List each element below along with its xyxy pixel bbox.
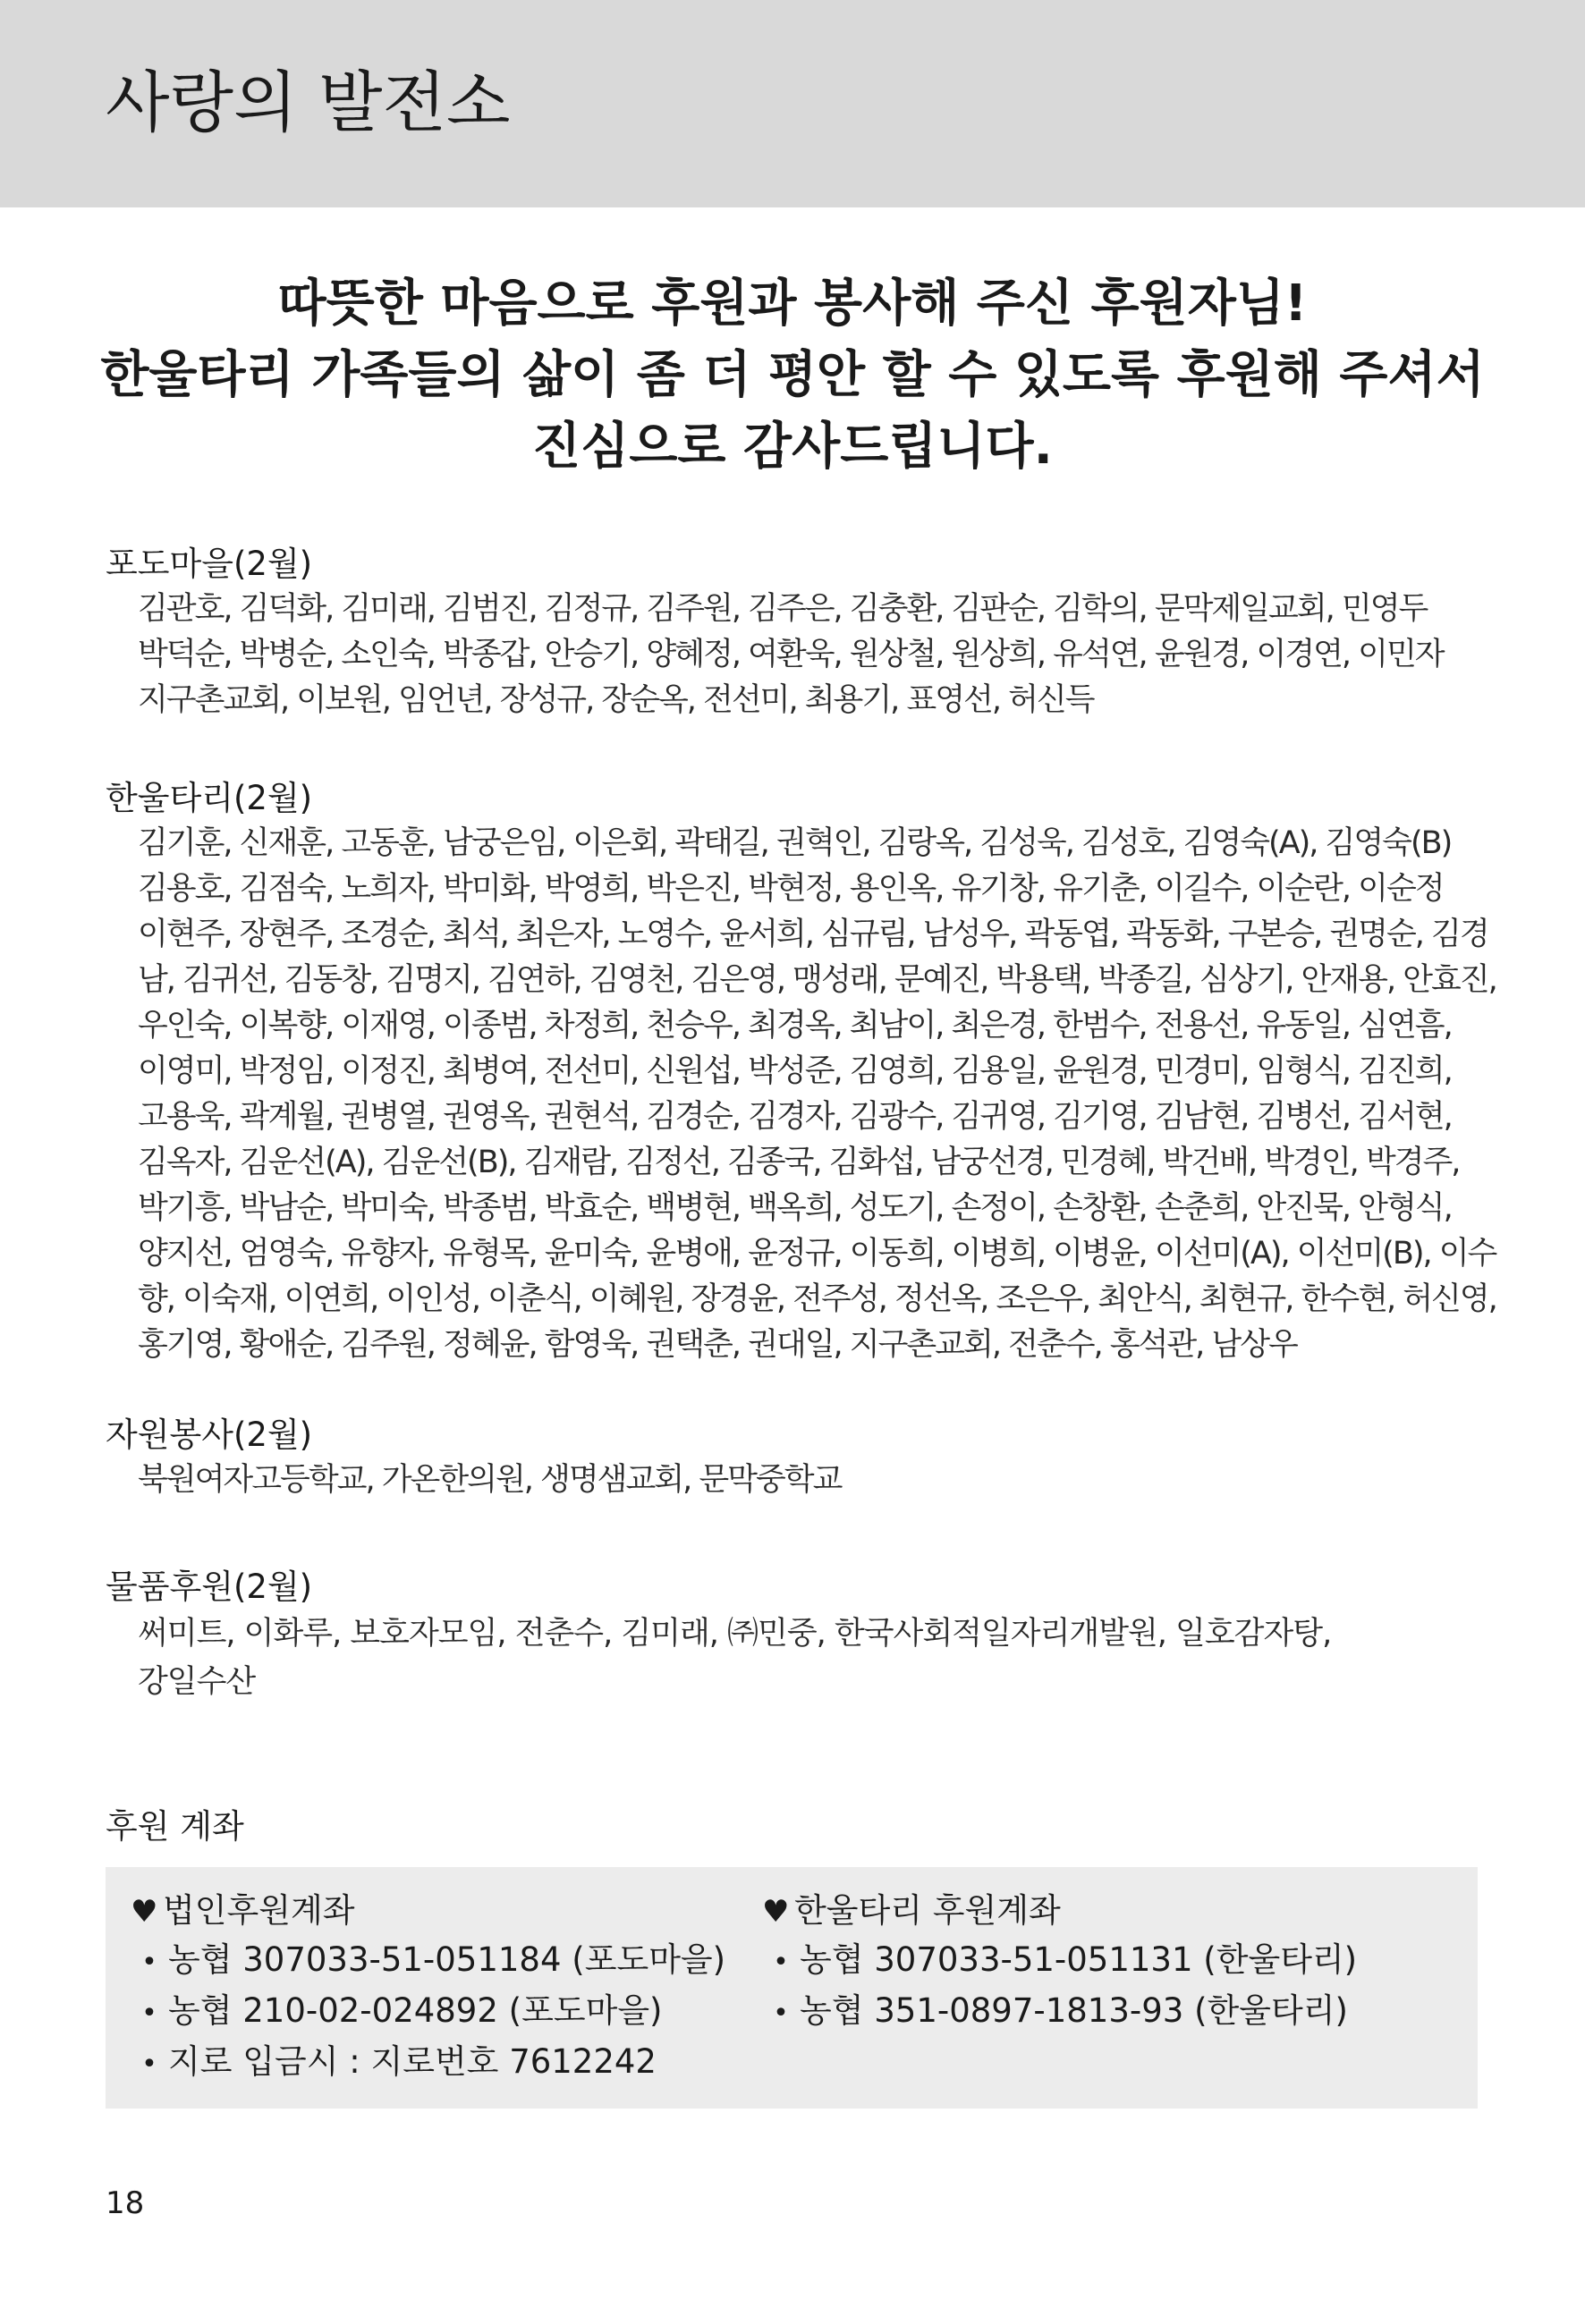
donor-line: 우인숙, 이복향, 이재영, 이종범, 차정희, 천승우, 최경옥, 최남이, 최은경, 한범수, 전용선, 유동일, 심연흠,	[138, 1008, 1452, 1044]
bullet-icon: •	[141, 1998, 157, 2029]
donor-list	[138, 587, 1483, 723]
bullet-icon: •	[141, 1947, 157, 1978]
hanultari-account-column	[762, 1887, 1357, 2038]
section-title: 물품후원(2월)	[106, 1568, 313, 1606]
section-hanultari	[106, 776, 1496, 1368]
account-number: 농협 351-0897-1813-93 (한울타리)	[800, 1991, 1348, 2030]
account-item	[131, 2038, 725, 2089]
goods-donor-list	[138, 1610, 1483, 1706]
section-account	[106, 1804, 1483, 1849]
account-item	[762, 1987, 1357, 2038]
volunteer-list	[138, 1458, 1483, 1503]
donor-line: 박덕순, 박병순, 소인숙, 박종갑, 안승기, 양혜정, 여환욱, 원상철, 원상희, 유석연, 윤원경, 이경연, 이민자	[138, 637, 1444, 672]
donor-line: 양지선, 엄영숙, 유향자, 유형목, 윤미숙, 윤병애, 윤정규, 이동희, 이병희, 이병윤, 이선미(A), 이선미(B), 이수	[138, 1236, 1496, 1272]
account-number: 농협 210-02-024892 (포도마을)	[168, 1991, 663, 2030]
donor-list	[138, 821, 1496, 1368]
bullet-icon: •	[773, 1998, 789, 2029]
headline-line: 한울타리 가족들의 삶이 좀 더 평안 할 수 있도록 후원해 주셔서	[100, 346, 1485, 404]
account-number: 농협 307033-51-051131 (한울타리)	[800, 1940, 1358, 1979]
account-item	[762, 1936, 1357, 1987]
section-volunteer	[106, 1413, 1483, 1503]
donor-line: 고용욱, 곽계월, 권병열, 권영옥, 권현석, 김경순, 김경자, 김광수, 김귀영, 김기영, 김남현, 김병선, 김서현,	[138, 1099, 1452, 1135]
section-title: 포도마을(2월)	[106, 545, 313, 583]
donor-line: 김관호, 김덕화, 김미래, 김범진, 김정규, 김주원, 김주은, 김충환, 김판순, 김학의, 문막제일교회, 민영두	[138, 591, 1428, 627]
headline-line: 진심으로 감사드립니다.	[532, 418, 1053, 476]
goods-donor-line: 강일수산	[138, 1664, 256, 1700]
bullet-icon: •	[773, 1947, 789, 1978]
donor-line: 지구촌교회, 이보원, 임언년, 장성규, 장순옥, 전선미, 최용기, 표영선, 허신득	[138, 682, 1094, 718]
header-band	[0, 0, 1585, 207]
account-heading	[762, 1887, 1357, 1936]
donor-line: 향, 이숙재, 이연희, 이인성, 이춘식, 이혜원, 장경윤, 전주성, 정선옥, 조은우, 최안식, 최현규, 한수현, 허신영,	[138, 1281, 1496, 1317]
heart-icon: ♥	[131, 1894, 158, 1930]
section-title: 자원봉사(2월)	[106, 1416, 313, 1454]
goods-donor-line: 써미트, 이화루, 보호자모임, 전춘수, 김미래, ㈜민중, 한국사회적일자리개발원, 일호감자탕,	[138, 1616, 1332, 1652]
account-heading-label: 법인후원계좌	[163, 1891, 355, 1930]
giro-number: 지로 입금시 : 지로번호 7612242	[168, 2042, 657, 2081]
headline-line: 따뜻한 마음으로 후원과 봉사해 주신 후원자님!	[277, 275, 1308, 333]
section-goods-donation	[106, 1565, 1483, 1706]
bullet-icon: •	[141, 2049, 157, 2080]
account-number: 농협 307033-51-051184 (포도마을)	[168, 1940, 726, 1979]
account-item	[131, 1936, 725, 1987]
account-heading-label: 한울타리 후원계좌	[794, 1891, 1061, 1930]
donor-line: 이현주, 장현주, 조경순, 최석, 최은자, 노영수, 윤서희, 심규림, 남성우, 곽동엽, 곽동화, 구본승, 권명순, 김경	[138, 917, 1488, 952]
page-number: 18	[106, 2185, 145, 2221]
donor-line: 박기흥, 박남순, 박미숙, 박종범, 박효순, 백병현, 백옥희, 성도기, 손정이, 손창환, 손춘희, 안진묵, 안형식,	[138, 1190, 1452, 1226]
volunteer-line: 북원여자고등학교, 가온한의원, 생명샘교회, 문막중학교	[138, 1462, 842, 1498]
account-info-box	[106, 1867, 1478, 2109]
heart-icon: ♥	[762, 1894, 790, 1930]
section-grapes-village	[106, 542, 1483, 723]
donor-line: 남, 김귀선, 김동창, 김명지, 김연하, 김영천, 김은영, 맹성래, 문예진, 박용택, 박종길, 심상기, 안재용, 안효진,	[138, 962, 1496, 998]
donor-line: 김기훈, 신재훈, 고동훈, 남궁은임, 이은회, 곽태길, 권혁인, 김랑옥, 김성욱, 김성호, 김영숙(A), 김영숙(B)	[138, 825, 1452, 861]
corporate-account-column	[131, 1887, 725, 2089]
donor-line: 김용호, 김점숙, 노희자, 박미화, 박영희, 박은진, 박현정, 용인옥, 유기창, 유기춘, 이길수, 이순란, 이순정	[138, 871, 1444, 907]
account-item	[131, 1987, 725, 2038]
section-title: 후원 계좌	[106, 1807, 244, 1846]
page-title: 사랑의 발전소	[106, 64, 511, 141]
donor-line: 김옥자, 김운선(A), 김운선(B), 김재람, 김정선, 김종국, 김화섭, 남궁선경, 민경혜, 박건배, 박경인, 박경주,	[138, 1145, 1460, 1180]
donor-line: 홍기영, 황애순, 김주원, 정혜윤, 함영욱, 권택춘, 권대일, 지구촌교회, 전춘수, 홍석관, 남상우	[138, 1327, 1297, 1363]
account-heading	[131, 1887, 725, 1936]
thank-you-headline	[0, 268, 1585, 483]
section-title: 한울타리(2월)	[106, 779, 313, 817]
donor-line: 이영미, 박정임, 이정진, 최병여, 전선미, 신원섭, 박성준, 김영희, 김용일, 윤원경, 민경미, 임형식, 김진희,	[138, 1053, 1452, 1089]
